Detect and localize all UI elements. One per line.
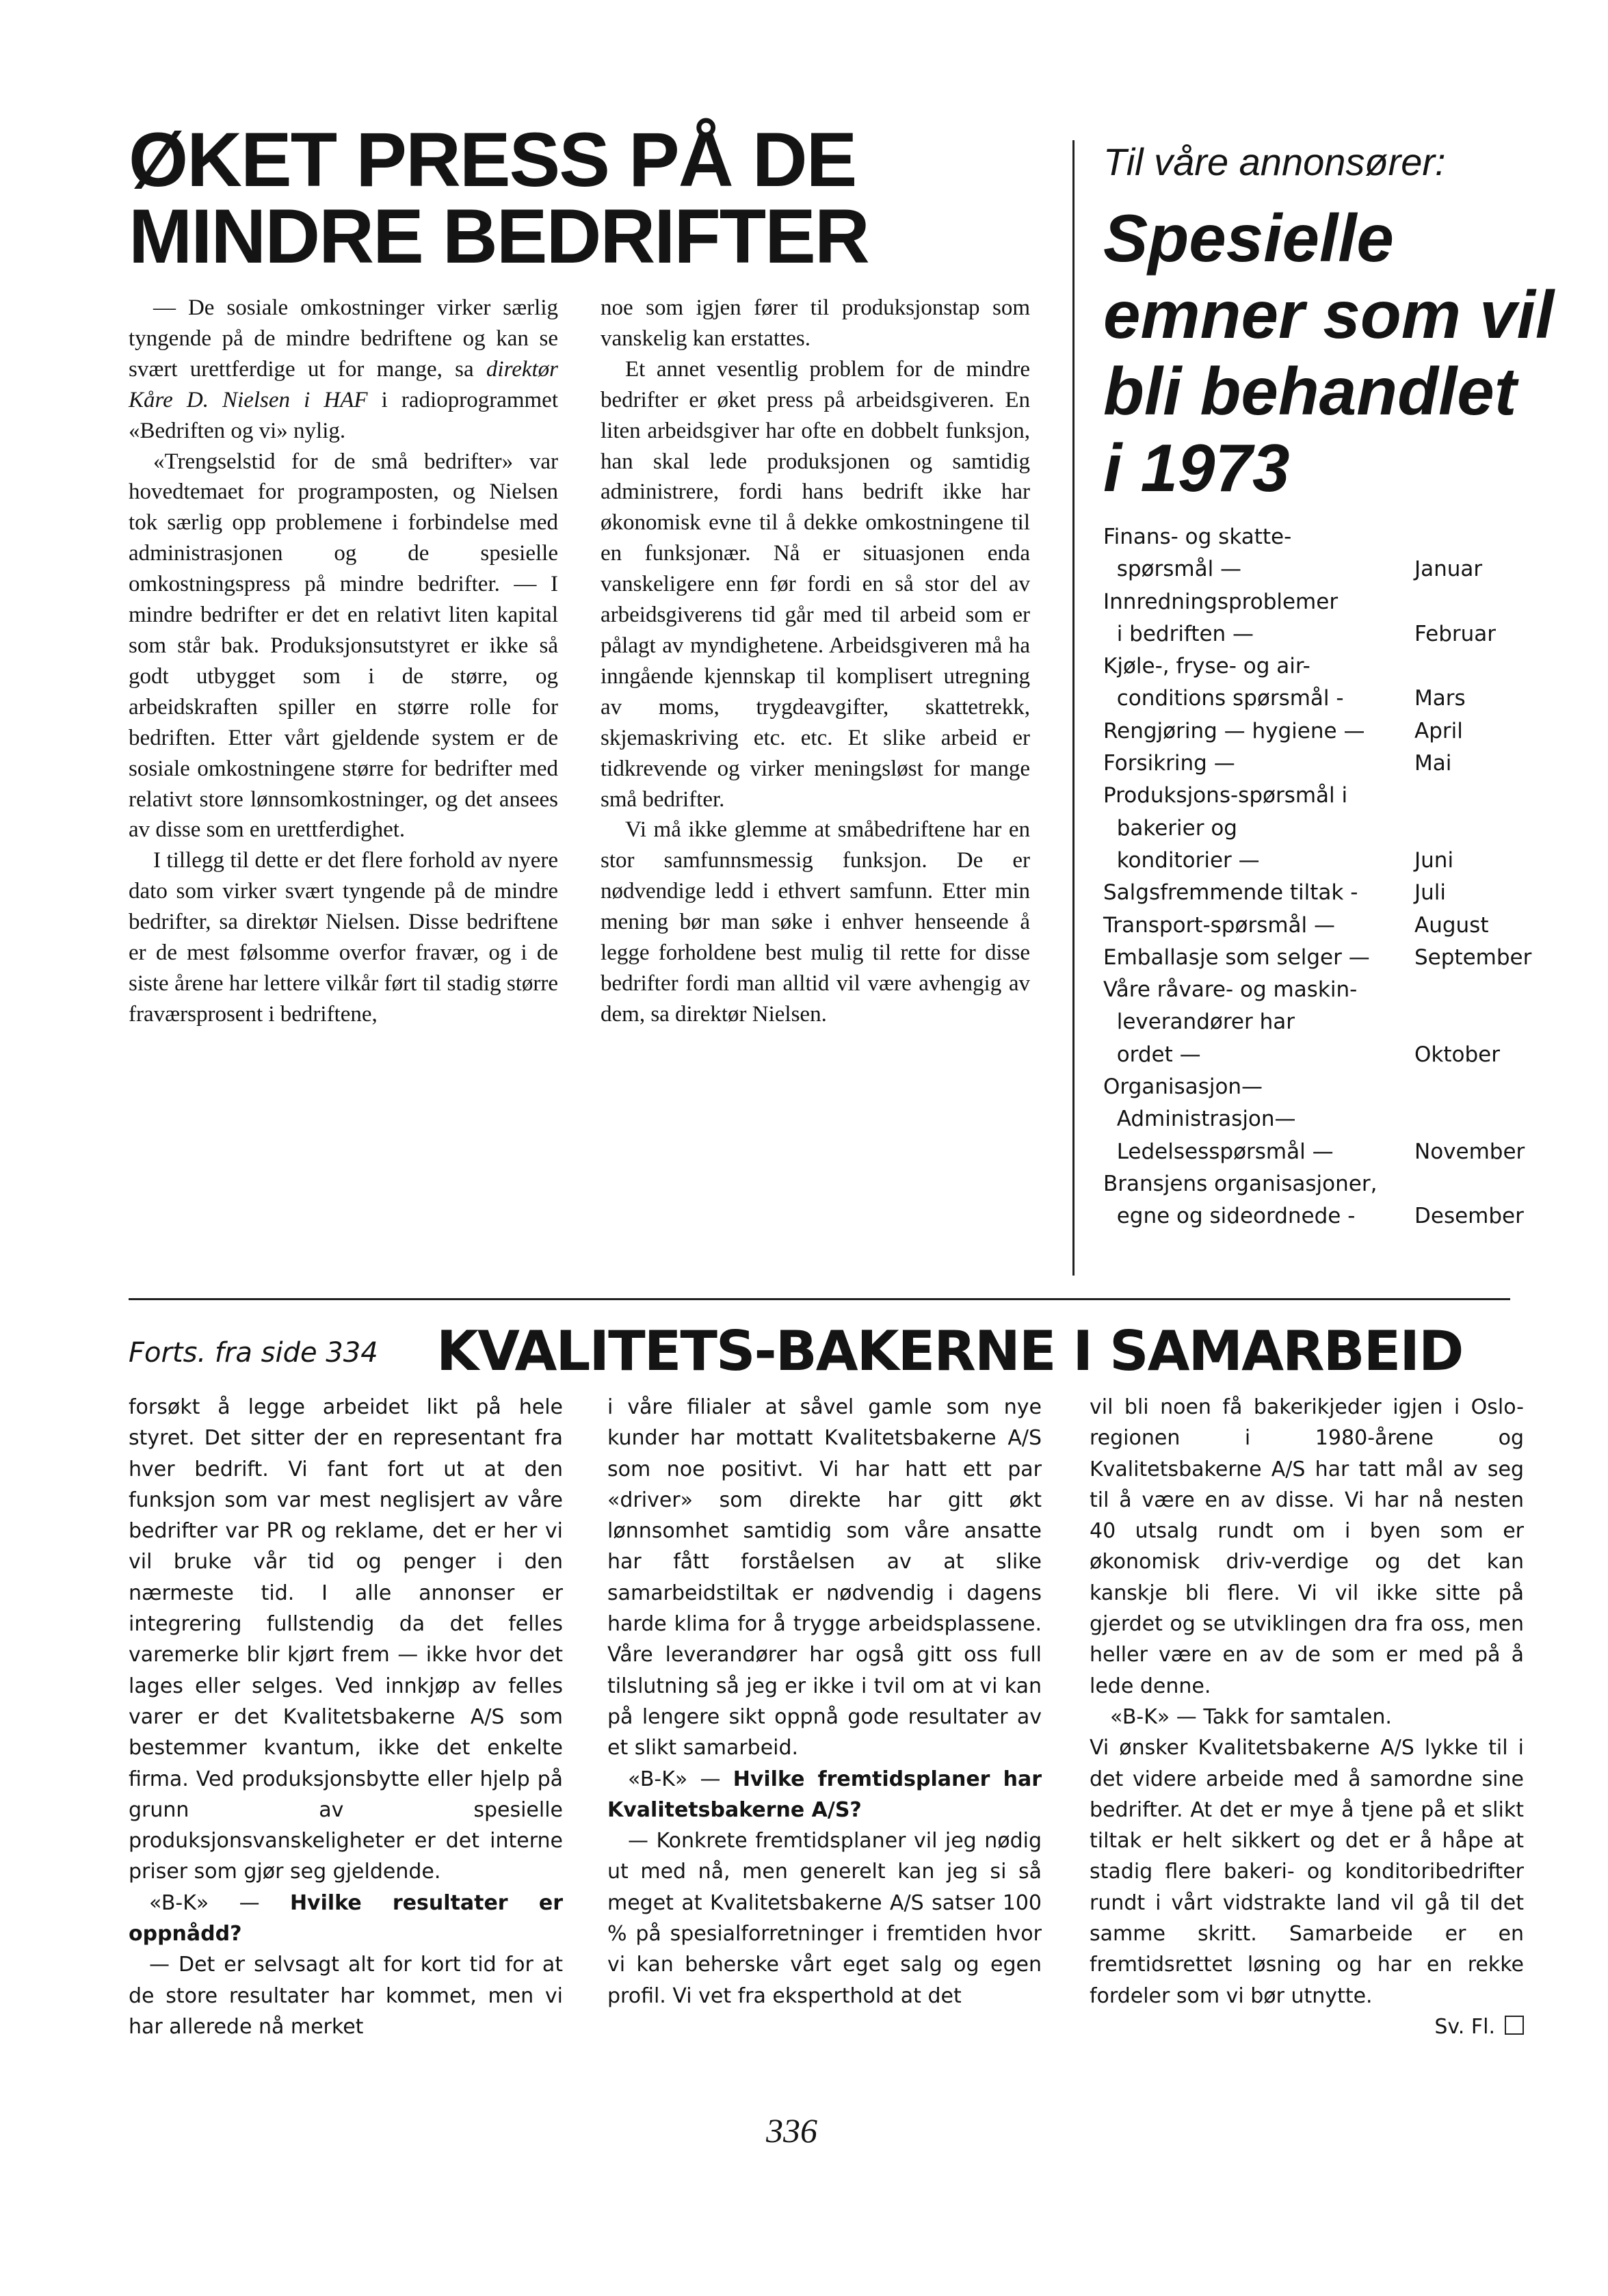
article-paragraph: noe som igjen fører til produksjonstap som vanskelig kan erstattes. [601,295,1030,351]
sidebar-title-line: bli behandlet [1103,354,1517,429]
article-paragraph: forsøkt å legge arbeidet likt på hele styret. Det sitter der en representant fra hver bedrift. Vi fant fort ut at den funksjon som var mest neglisjert av våre bedrifter var PR og reklame, det er her vi vil bruke vår tid og penger i den nærmeste tid. I alle annonser er integrering fullstendig da det felles varemerke blir kjørt frem — ikke hvor det lages eller selges. Ved innkjøp av felles varer er det Kvalitetsbakerne A/S som bestemmer kvantum, ikke det enkelte firma. Ved produksjonsbytte eller hjelp på grunn av spesielle produksjonsvanskeligheter er det interne priser som gjør seg gjeldende. [129,1395,563,1884]
schedule-row [1103,910,1551,942]
schedule-topic-line: ordet — [1103,1042,1201,1067]
schedule-topic-line: Salgsfremmende tiltak - [1103,880,1358,906]
sidebar-title-line: Spesielle [1103,200,1394,276]
end-mark-icon [1505,2016,1524,2035]
schedule-topic-line: egne og sideordnede - [1103,1204,1356,1229]
article-paragraph: i våre filialer at såvel gamle som nye kunder har mottatt Kvalitetsbakerne A/S som noe positivt. Vi har hatt ett par «driver» som direkte har gitt økt lønnsomhet samtidig som våre ansatte har fått forståelsen av at slike samarbeidstiltak er nødvendig i dagens harde klima for å trygge arbeidsplassene. Våre leverandører har også gitt oss full tilslutning så jeg er ikke i tvil om at vi kan på lengere sikt oppnå gode resultater av et slikt samarbeid. [607,1395,1042,1760]
article-paragraph: Vi må ikke glemme at småbedriftene har en stor samfunnsmessig funksjon. De er nødvendige ledd i ethvert samfunn. Etter min mening bør man søke i enhver henseende å legge forholdene best mulig til rette for disse bedrifter fordi man alltid vil være avhengig av dem, sa direktør Nielsen. [601,817,1030,1027]
schedule-topic [1103,748,1551,780]
page-number: 336 [766,2111,817,2150]
sidebar-title [1103,200,1582,506]
editorial-schedule [1103,521,1551,1233]
schedule-topic-line: Innredningsproblemer [1103,589,1339,614]
schedule-topic-line: Transport-spørsmål — [1103,912,1336,938]
schedule-row [1103,650,1551,715]
schedule-topic-line: conditions spørsmål - [1103,686,1344,711]
schedule-topic-line: Kjøle-, fryse- og air- [1103,654,1310,679]
schedule-topic-line: Emballasje som selger — [1103,945,1370,970]
schedule-topic-line: Organisasjon— [1103,1074,1263,1100]
question-text: Hvilke fremtidsplaner har Kvalitetsbakerne A/S? [607,1767,1042,1822]
schedule-month: Oktober [1414,1042,1500,1067]
schedule-topic-line: Rengjøring — hygiene — [1103,718,1365,743]
schedule-topic [1103,650,1551,715]
headline-line-2: MINDRE BEDRIFTER [129,194,869,279]
article-paragraph: Vi ønsker Kvalitetsbakerne A/S lykke til i det videre arbeide med å samordne sine bedrifter. At det er mye å tjene på et slikt tiltak er helt sikkert og det er å håpe at stadig flere bakeri- og konditoribedrifter rundt i vårt vidstrakte land vil gå til det samme skritt. Samarbeide er en fremtidsrettet løsning og har en rekke fordeler som vi bør utnytte. [1090,1736,1524,2008]
article-paragraph: Et annet vesentlig problem for de mindre bedrifter er øket press på arbeidsgiveren. En liten arbeidsgiver har ofte en dobbelt funksjon, han skal lede produksjonen og samtidig administrere, fordi hans bedrift ikke har økonomisk evne til å dekke omkostningene til en funksjonær. Nå er situasjonen enda vanskeligere enn før fordi en så stor del av arbeidsgiverens tid går med til arbeid som er pålagt av myndighetene. Arbeidsgiveren må ha inngående kjennskap til komplisert utregning av moms, trygdeavgifter, skattetrekk, skjemaskriving etc. etc. Et slike arbeid er tidkrevende og virker meningsløst for mange små bedrifter. [601,356,1030,812]
paragraph-text: — De sosiale omkostninger virker særlig tyngende på de mindre bedriftene og kan se svært urettferdige ut for mange, sa [129,295,558,382]
schedule-row [1103,715,1551,748]
section-divider [129,1298,1510,1300]
schedule-row [1103,942,1551,974]
article-paragraph: «B-K» — Takk for samtalen. [1110,1704,1392,1729]
article-paragraph: «Trengselstid for de små bedrifter» var hovedtemaet for programposten, og Nielsen tok særlig opp problemene i forbindelse med administrasjonen og de spesielle omkostningspress på mindre bedrifter. — I mindre bedrifter er det en relativt liten kapital som står bak. Produksjonsutstyret er ikke så godt utbygget som i de større, og arbeidskraften spiller en større rolle for bedriften. Etter vårt gjeldende system er de sosiale omkostningene større for bedrifter med relativt store lønnsomkostninger, og det ansees av disse som en urettferdighet. [129,449,558,843]
schedule-topic-line: i bedriften — [1103,621,1254,646]
paragraph-text: i radioprogrammet «Bedriften og vi» nylig. [129,387,558,443]
schedule-month: Mai [1414,751,1452,776]
continued-from-label: Forts. fra side 334 [129,1337,378,1369]
schedule-month: Februar [1414,621,1497,646]
schedule-row [1103,521,1551,586]
speaker-name: direktør Kåre D. Nielsen i HAF [129,356,558,412]
schedule-topic-line: bakerier og [1103,815,1237,841]
schedule-row [1103,1071,1551,1168]
question-prefix: «B-K» — [628,1767,721,1791]
schedule-month: Januar [1414,557,1483,582]
sidebar-title-line: emner som vil [1103,277,1555,352]
bottom-column-1 [129,1392,563,2042]
schedule-month: September [1414,945,1532,970]
schedule-topic-line: Ledelsesspørsmål — [1103,1139,1334,1164]
article-paragraph: vil bli noen få bakerikjeder igjen i Oslo-regionen i 1980-årene og Kvalitetsbakerne A/S har tatt mål av seg til å være en av disse. Vi har nå nesten 40 utsalg rundt om i byen som er økonomisk driv-verdige og det kan kanskje bli flere. Vi vil ikke sitte på gjerdet og se utviklingen dra fra oss, men heller være en av de som er med på å lede denne. [1090,1395,1524,1698]
bottom-column-3 [1090,1392,1524,2042]
schedule-month: Mars [1414,686,1466,711]
article-column-1 [129,293,558,1030]
question-text: Hvilke resultater er oppnådd? [129,1890,563,1947]
article-paragraph [129,293,558,447]
schedule-topic-line: Bransjens organisasjoner, [1103,1171,1378,1196]
bottom-article-title: KVALITETS-BAKERNE I SAMARBEID [436,1319,1463,1383]
headline-line-1: ØKET PRESS PÅ DE [129,117,856,202]
schedule-topic-line: Finans- og skatte- [1103,525,1292,549]
schedule-month: Desember [1414,1204,1524,1229]
schedule-row [1103,1168,1551,1233]
schedule-topic-line: Våre råvare- og maskin- [1103,977,1358,1003]
schedule-topic-line: Produksjons-spørsmål i [1103,783,1348,808]
schedule-row [1103,877,1551,909]
sidebar-kicker: Til våre annonsører: [1103,140,1446,183]
article-paragraph: — Det er selvsagt alt for kort tid for at de store resultater har kommet, men vi har allerede nå merket [129,1953,563,2039]
schedule-month: April [1414,718,1463,743]
article-paragraph: I tillegg til dette er det flere forhold av nyere dato som virker svært tyngende på de mindre bedrifter, sa direktør Nielsen. Disse bedriftene er de mest følsomme overfor fravær, og i de siste årene har lettere vilkår ført til stadig større fraværsprosent i bedriftene, [129,848,558,1027]
schedule-row [1103,780,1551,877]
schedule-topic-line: spørsmål — [1103,557,1242,582]
schedule-topic [1103,521,1551,586]
schedule-topic-line: konditorier — [1103,847,1260,873]
bottom-column-2 [607,1392,1042,2011]
schedule-row [1103,974,1551,1071]
schedule-month: Juli [1414,880,1447,906]
headline [129,117,869,279]
question-prefix: «B-K» — [149,1890,260,1915]
schedule-topic [1103,877,1551,909]
schedule-topic [1103,715,1551,748]
schedule-month: November [1414,1139,1525,1164]
schedule-row [1103,748,1551,780]
article-paragraph: — Konkrete fremtidsplaner vil jeg nødig ut med nå, men generelt kan jeg si så meget at Kvalitetsbakerne A/S satser 100 % på spesialforretninger i fremtiden hvor vi kan beherske vårt eget salg og egen profil. Vi vet fra eksperthold at det [607,1829,1042,2008]
schedule-topic [1103,780,1551,877]
schedule-topic-line: Administrasjon— [1103,1107,1296,1132]
schedule-topic-line: Forsikring — [1103,751,1235,776]
schedule-row [1103,586,1551,651]
signature-line [1090,2011,1524,2042]
column-divider [1072,140,1075,1276]
schedule-month: Juni [1414,847,1454,873]
interview-question [607,1764,1042,1826]
sidebar-title-line: i 1973 [1103,430,1290,505]
schedule-topic-line: leverandører har [1103,1010,1295,1035]
author-signature: Sv. Fl. [1434,2014,1495,2039]
interview-question [129,1888,563,1950]
schedule-month: August [1414,912,1489,938]
article-column-2 [601,293,1030,1030]
